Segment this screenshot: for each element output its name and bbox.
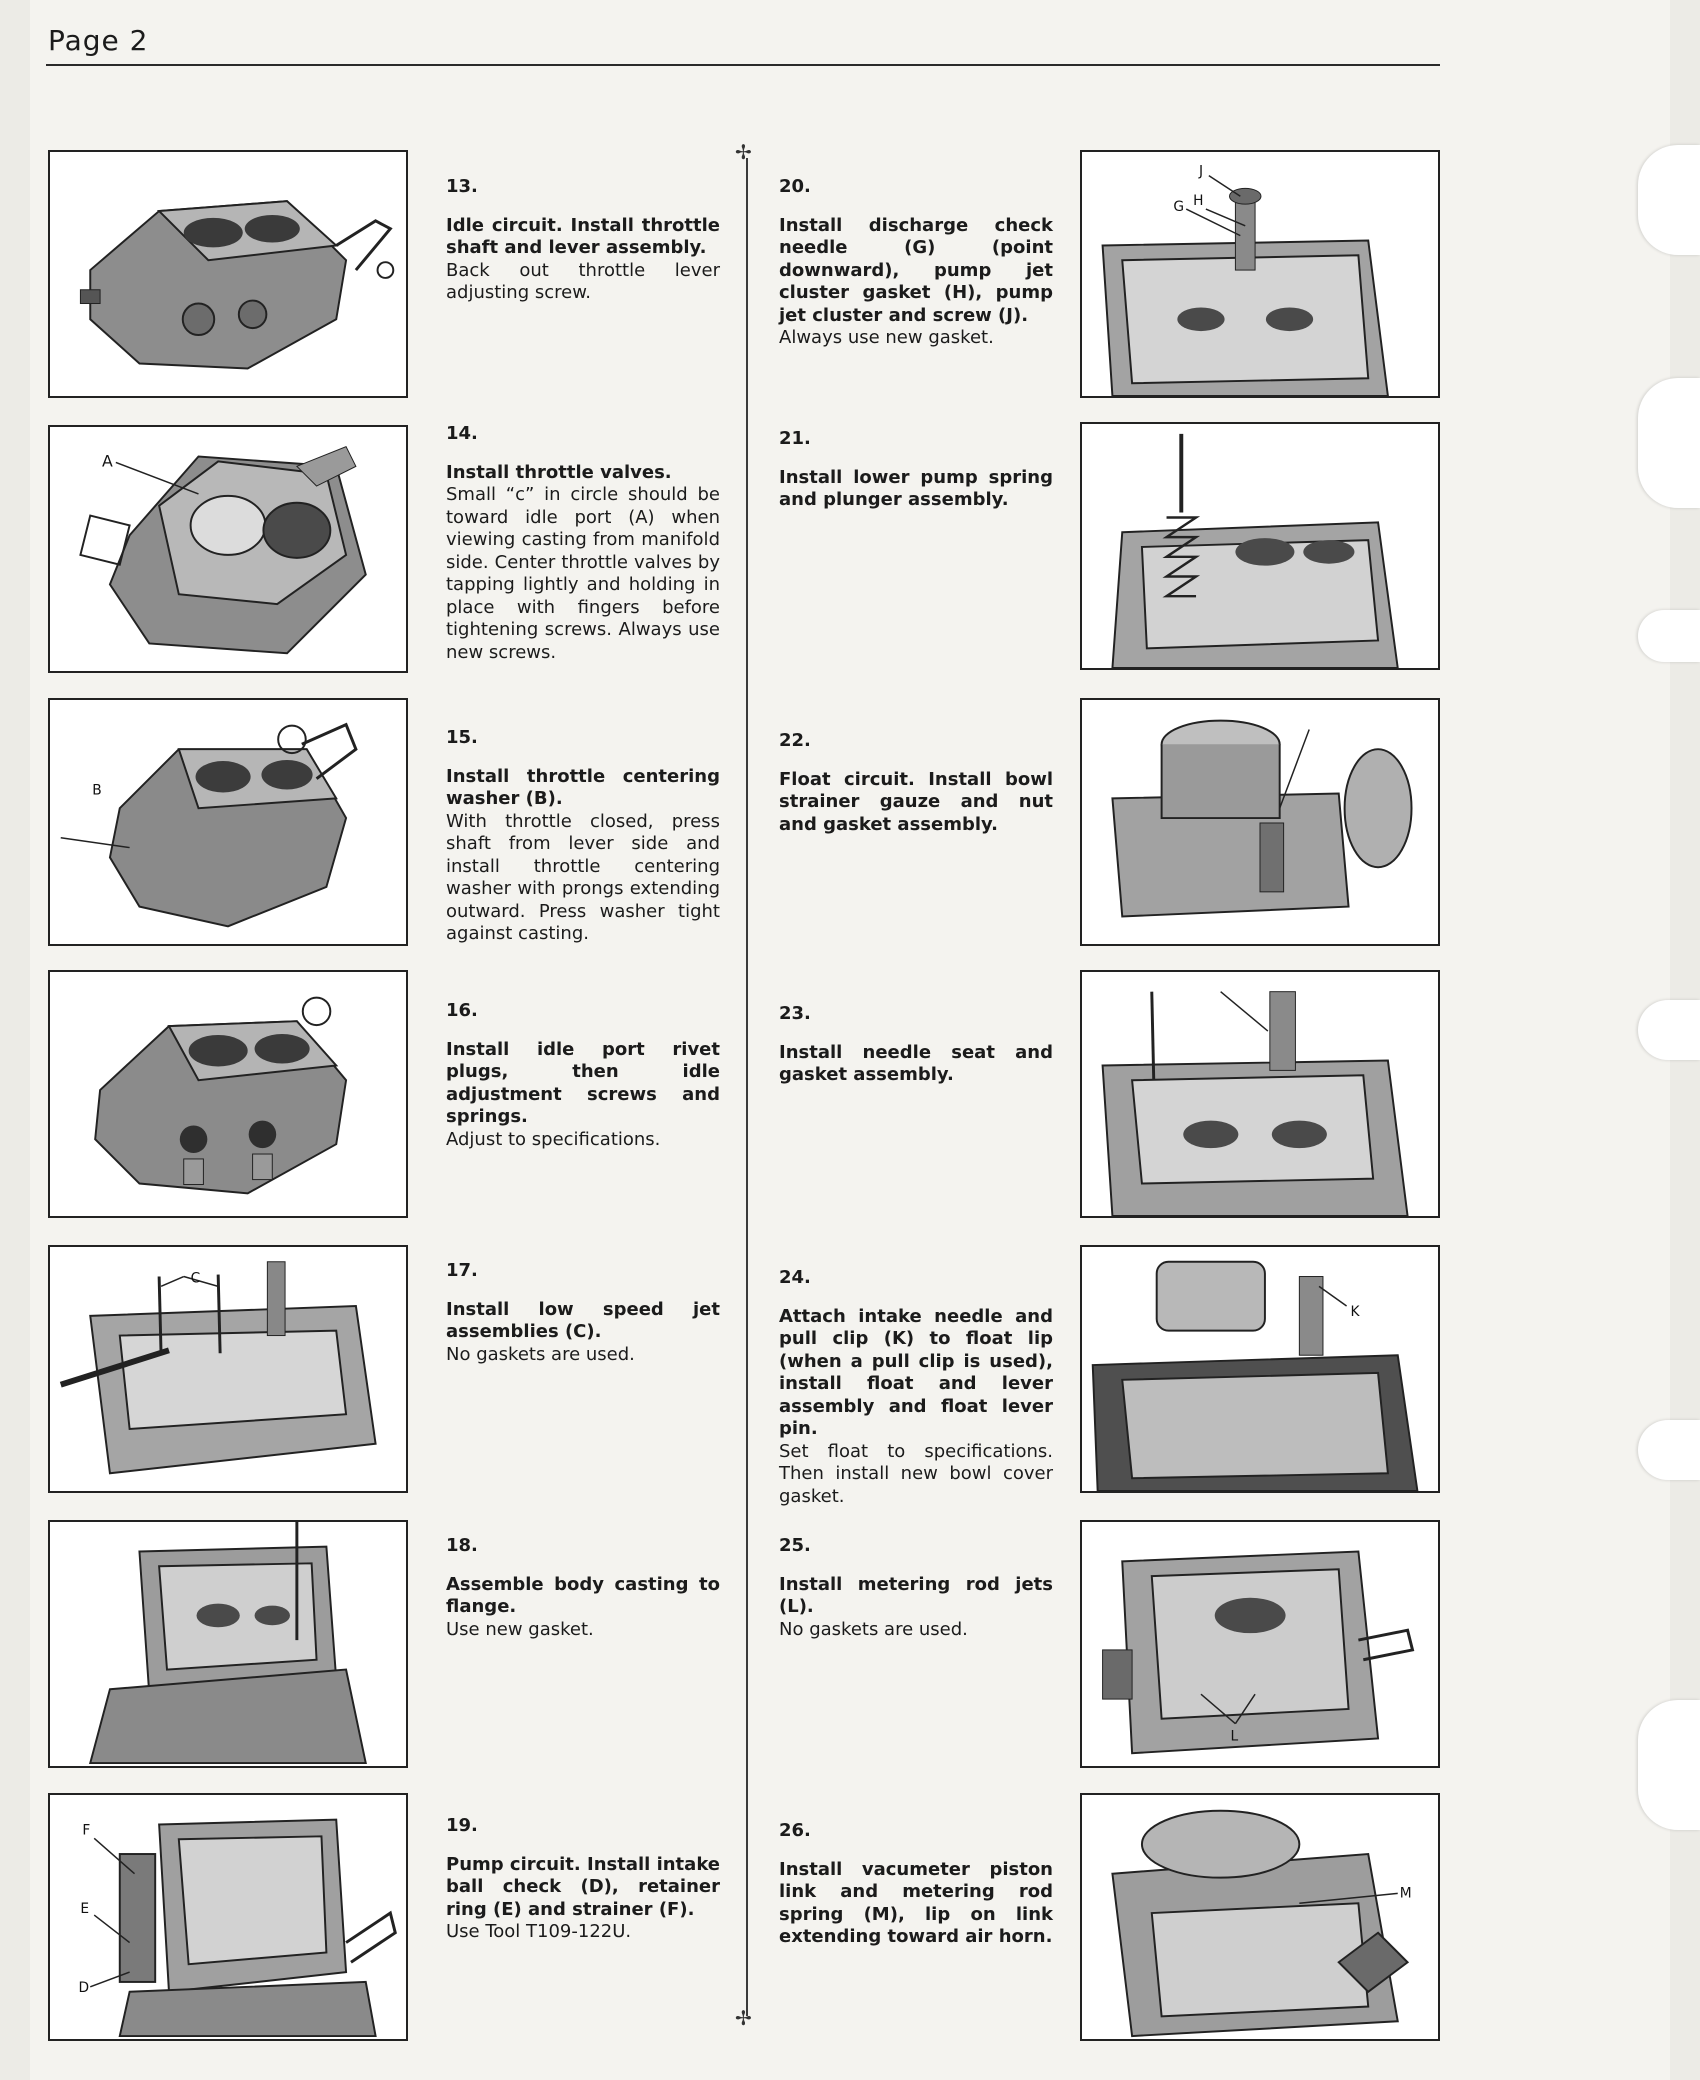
step-note: Set float to specifications. Then install new bowl cover gasket. <box>779 1440 1053 1507</box>
step-18-illustration <box>48 1520 408 1768</box>
step-number: 19. <box>446 1815 478 1836</box>
step-22-illustration <box>1080 698 1440 946</box>
binder-tab <box>1638 1000 1700 1060</box>
binder-tab <box>1638 610 1700 662</box>
step-note: Adjust to specifications. <box>446 1128 661 1150</box>
column-divider <box>746 158 748 2016</box>
step-20-text <box>779 176 1053 350</box>
step-note: Back out throttle lever adjusting screw. <box>446 259 720 303</box>
step-21-illustration <box>1080 422 1440 670</box>
step-note: Always use new gasket. <box>779 327 994 348</box>
step-24-illustration <box>1080 1245 1440 1493</box>
step-instruction: Install throttle valves. <box>446 461 672 483</box>
step-instruction: Assemble body casting to flange. <box>446 1573 720 1617</box>
step-16-text <box>446 1000 720 1151</box>
step-instruction: Float circuit. Install bowl strainer gauze and nut and gasket assembly. <box>779 768 1053 835</box>
step-instruction: Install discharge check needle (G) (point downward), pump jet cluster gasket (H), pump jet cluster and screw (J). <box>779 214 1053 326</box>
step-number: 20. <box>779 176 811 197</box>
step-instruction: Install lower pump spring and plunger assembly. <box>779 466 1053 510</box>
binder-tab <box>1638 1700 1700 1830</box>
step-18-text <box>446 1535 720 1641</box>
step-note: Use Tool T109-122U. <box>446 1921 632 1942</box>
step-instruction: Install idle port rivet plugs, then idle adjustment screws and springs. <box>446 1038 720 1127</box>
step-14-text <box>446 423 720 664</box>
step-15-illustration <box>48 698 408 946</box>
callout-label: L <box>1230 1728 1239 1745</box>
step-19-text <box>446 1815 720 1944</box>
step-24-text <box>779 1267 1053 1508</box>
step-19-illustration <box>48 1793 408 2041</box>
step-26-text <box>779 1820 1053 1949</box>
step-13-illustration <box>48 150 408 398</box>
step-instruction: Install low speed jet assemblies (C). <box>446 1298 720 1342</box>
step-17-illustration <box>48 1245 408 1493</box>
step-instruction: Pump circuit. Install intake ball check (D), retainer ring (E) and strainer (F). <box>446 1853 721 1920</box>
step-note: No gaskets are used. <box>779 1618 968 1640</box>
step-23-illustration <box>1080 970 1440 1218</box>
step-instruction: Install throttle centering washer (B). <box>446 765 720 809</box>
step-number: 16. <box>446 1000 478 1021</box>
step-13-text <box>446 176 720 305</box>
step-14-illustration <box>48 425 408 673</box>
header-rule <box>46 64 1440 66</box>
step-25-text <box>779 1535 1053 1641</box>
register-mark-bottom: ✢ <box>735 2006 752 2030</box>
step-25-illustration <box>1080 1520 1440 1768</box>
callout-label: B <box>92 782 102 799</box>
step-number: 25. <box>779 1535 811 1556</box>
callout-label: D <box>78 1979 90 1996</box>
step-22-text <box>779 730 1053 836</box>
page-label: Page 2 <box>48 24 149 57</box>
callout-label: K <box>1350 1303 1360 1320</box>
callout-label: A <box>102 451 113 471</box>
step-number: 14. <box>446 423 478 444</box>
step-number: 21. <box>779 428 811 449</box>
step-17-text <box>446 1260 720 1366</box>
step-23-text <box>779 1003 1053 1087</box>
step-number: 18. <box>446 1535 478 1556</box>
step-number: 13. <box>446 176 478 197</box>
step-note: Small “c” in circle should be toward idle port (A) when viewing casting from manifold side. Center throttle valves by tapping lightly and holding in place with fingers before tightening screws. Always use new screws. <box>446 484 720 663</box>
binder-tab <box>1638 145 1700 255</box>
callout-label: J <box>1199 163 1204 180</box>
step-16-illustration <box>48 970 408 1218</box>
step-instruction: Idle circuit. Install throttle shaft and lever assembly. <box>446 214 720 258</box>
step-instruction: Install vacumeter piston link and metering rod spring (M), lip on link extending toward air horn. <box>779 1858 1053 1947</box>
binder-tab <box>1638 378 1700 508</box>
step-instruction: Install needle seat and gasket assembly. <box>779 1041 1053 1085</box>
callout-label: G <box>1173 199 1185 216</box>
callout-label: C <box>190 1270 201 1287</box>
step-number: 24. <box>779 1267 811 1288</box>
step-note: With throttle closed, press shaft from lever side and install throttle centering washer with prongs extending outward. Press washer tight against casting. <box>446 810 720 944</box>
callout-label: H <box>1193 193 1204 210</box>
register-mark-top: ✢ <box>735 140 752 164</box>
step-26-illustration <box>1080 1793 1440 2041</box>
step-21-text <box>779 428 1053 512</box>
step-instruction: Install metering rod jets (L). <box>779 1573 1053 1617</box>
step-number: 22. <box>779 730 811 751</box>
step-number: 15. <box>446 727 478 748</box>
step-20-illustration <box>1080 150 1440 398</box>
step-note: Use new gasket. <box>446 1618 594 1640</box>
step-number: 23. <box>779 1003 811 1024</box>
callout-label: M <box>1399 1885 1412 1902</box>
step-instruction: Attach intake needle and pull clip (K) to float lip (when a pull clip is used), install float and lever assembly and float lever pin. <box>779 1305 1053 1439</box>
step-15-text <box>446 727 720 946</box>
callout-label: F <box>82 1822 91 1839</box>
callout-label: E <box>80 1901 90 1918</box>
binder-tab <box>1638 1420 1700 1480</box>
step-note: No gaskets are used. <box>446 1343 635 1365</box>
step-number: 17. <box>446 1260 478 1281</box>
step-number: 26. <box>779 1820 811 1841</box>
